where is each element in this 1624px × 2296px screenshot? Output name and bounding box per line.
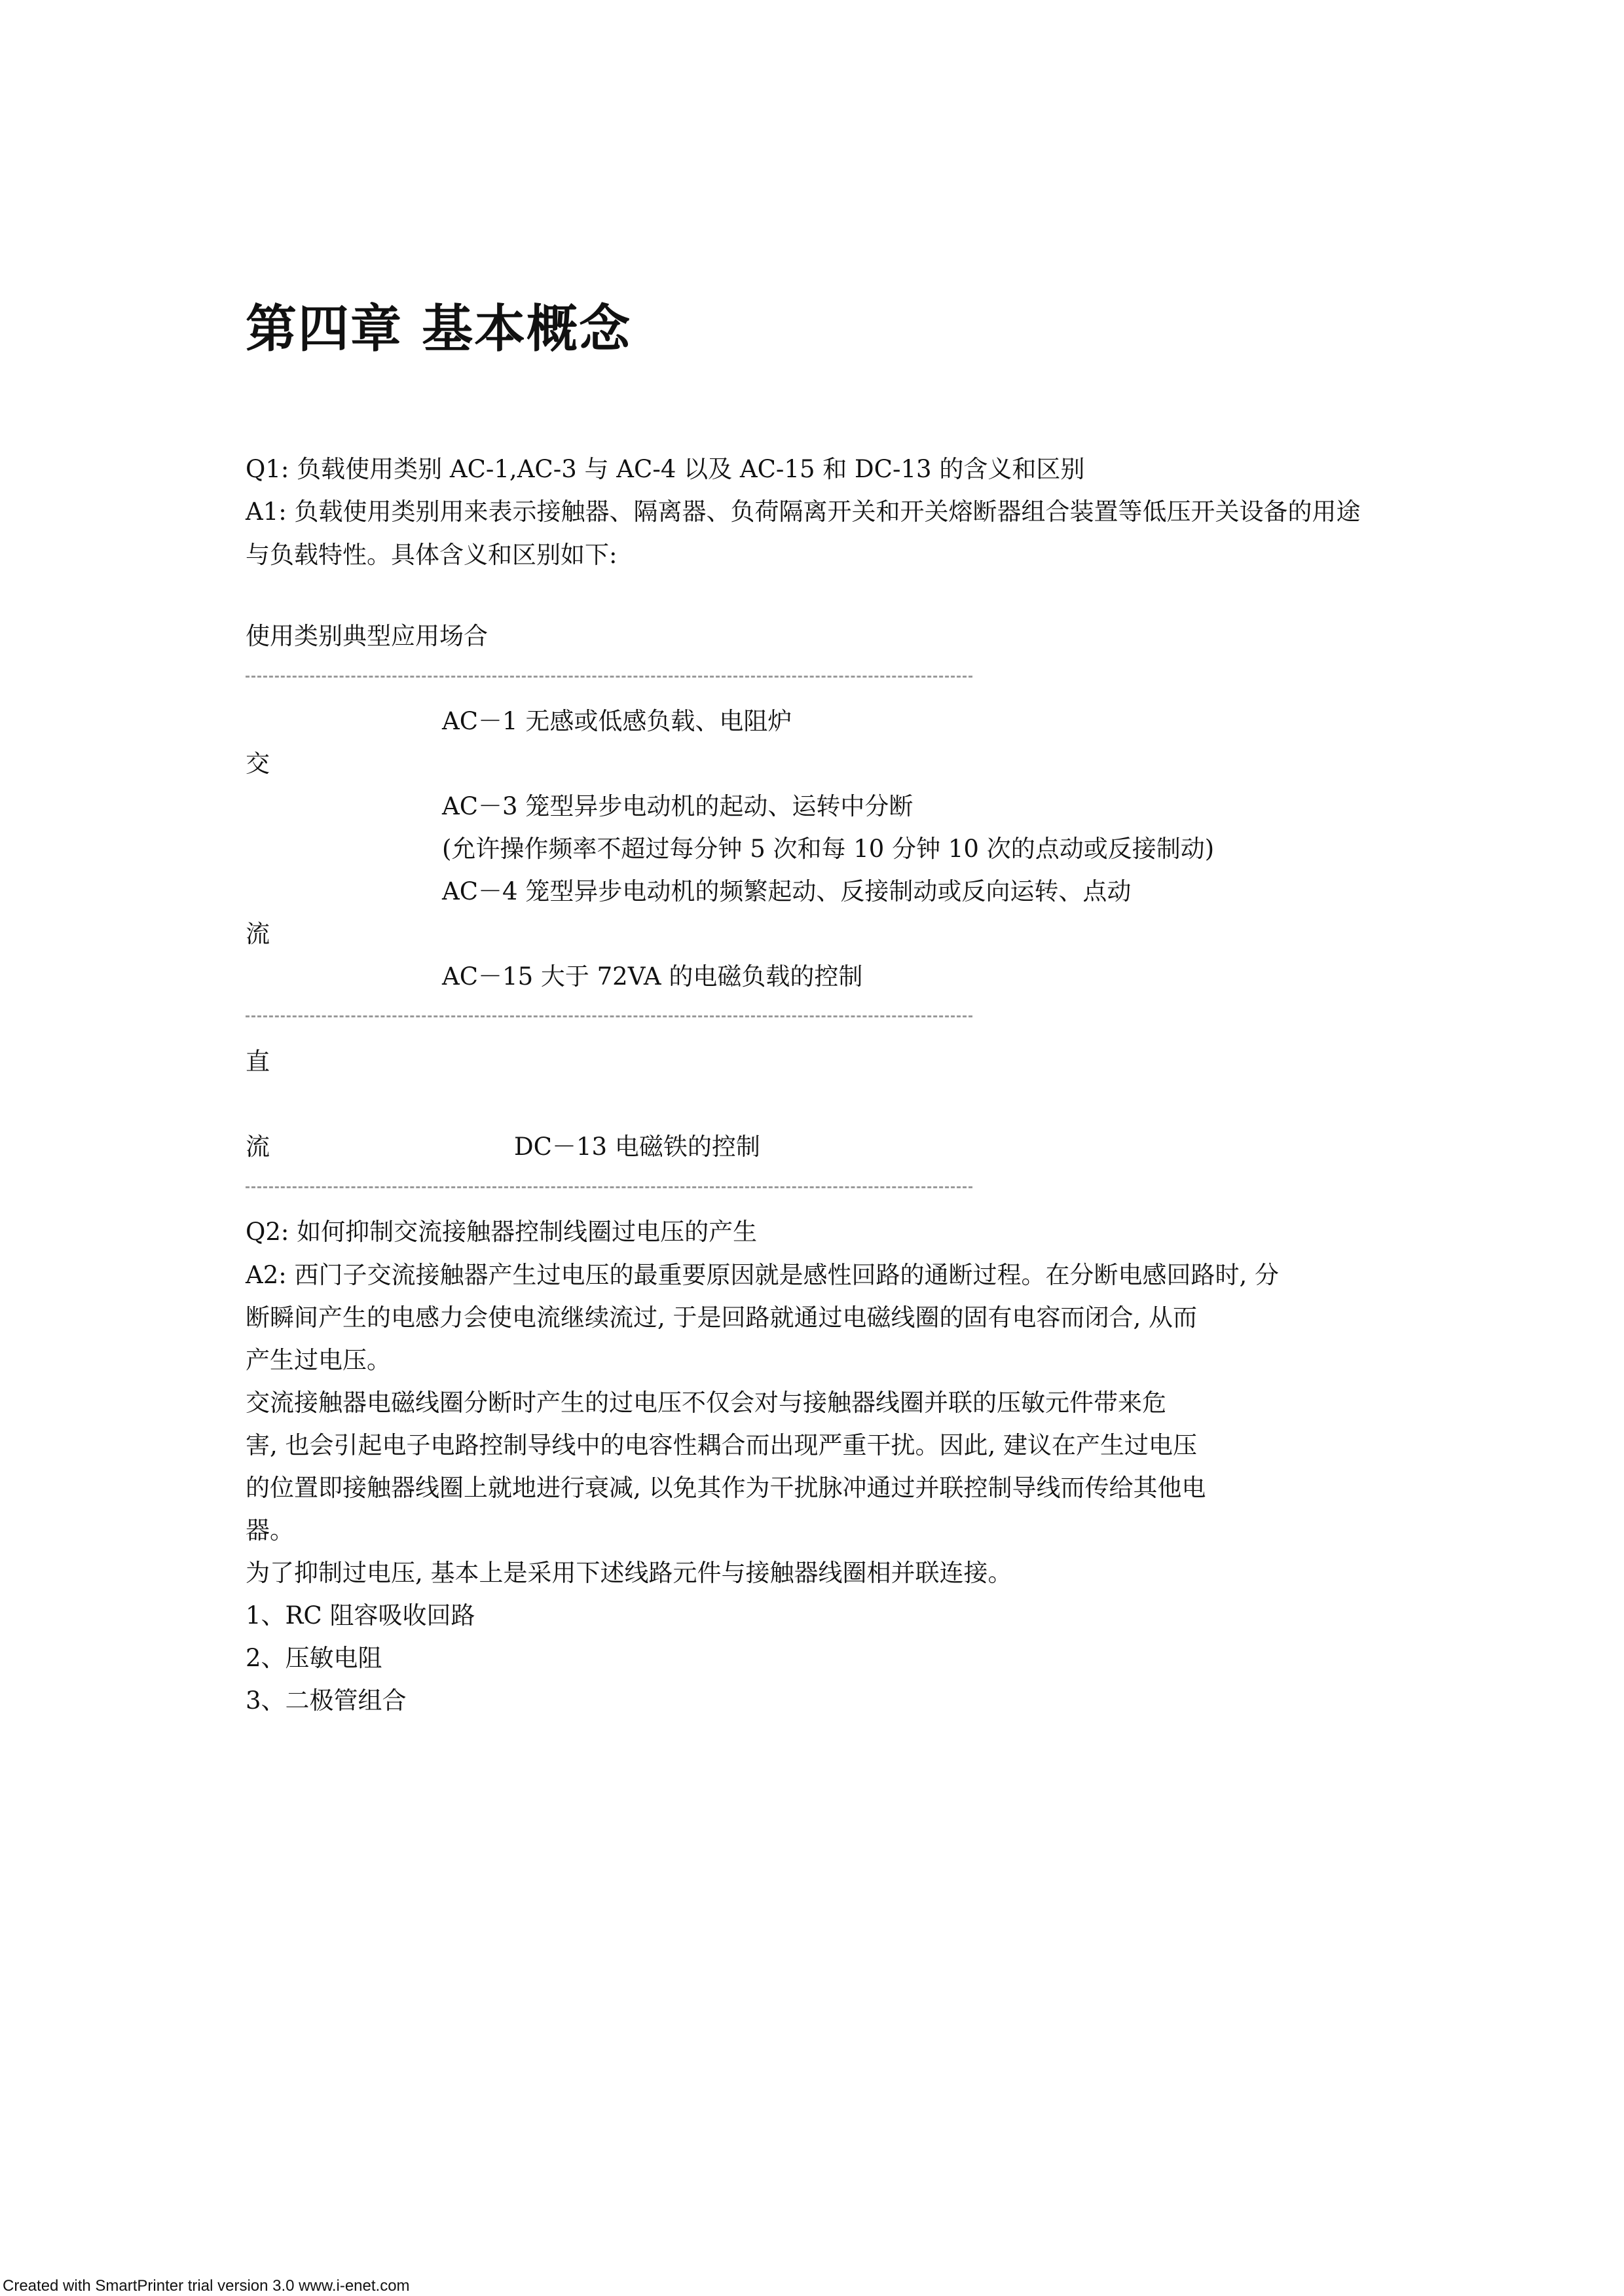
footer-watermark: Created with SmartPrinter trial version 3.0 www.i-enet.com <box>3 2277 410 2295</box>
list-item: 2、压敏电阻 <box>246 1644 382 1672</box>
q2-line: 的位置即接触器线圈上就地进行衰减, 以免其作为干扰脉冲通过并联控制导线而传给其他电 <box>246 1474 1206 1502</box>
label-ac-1: 交 <box>246 750 270 778</box>
q2-line: 产生过电压。 <box>246 1346 391 1374</box>
table-header: 使用类别典型应用场合 <box>246 622 488 650</box>
table-divider-middle <box>246 1015 972 1017</box>
row-ac4: AC－4 笼型异步电动机的频繁起动、反接制动或反向运转、点动 <box>442 877 1132 905</box>
row-ac1: AC－1 无感或低感负载、电阻炉 <box>442 707 792 735</box>
q2-question: Q2: 如何抑制交流接触器控制线圈过电压的产生 <box>246 1218 758 1246</box>
table-divider-top <box>246 676 972 678</box>
q2-line: A2: 西门子交流接触器产生过电压的最重要原因就是感性回路的通断过程。在分断电感回路时, 分 <box>246 1261 1280 1289</box>
label-ac-2: 流 <box>246 920 270 948</box>
q2-line: 断瞬间产生的电感力会使电流继续流过, 于是回路就通过电磁线圈的固有电容而闭合, 从而 <box>246 1303 1198 1332</box>
list-item: 3、二极管组合 <box>246 1686 407 1715</box>
row-ac15: AC－15 大于 72VA 的电磁负载的控制 <box>442 962 863 991</box>
label-dc-2: 流 <box>246 1133 270 1161</box>
chapter-title: 第四章 基本概念 <box>246 299 632 359</box>
q2-line: 害, 也会引起电子电路控制导线中的电容性耦合而出现严重干扰。因此, 建议在产生过电压 <box>246 1431 1198 1459</box>
row-ac3-note: (允许操作频率不超过每分钟 5 次和每 10 分钟 10 次的点动或反接制动) <box>442 835 1215 863</box>
q2-line: 为了抑制过电压, 基本上是采用下述线路元件与接触器线圈相并联连接。 <box>246 1559 1012 1587</box>
table-divider-bottom <box>246 1186 972 1188</box>
row-dc13: DC－13 电磁铁的控制 <box>514 1133 760 1161</box>
q1-question: Q1: 负载使用类别 AC-1,AC-3 与 AC-4 以及 AC-15 和 DC-13 的含义和区别 <box>246 455 1085 483</box>
q2-line: 交流接触器电磁线圈分断时产生的过电压不仅会对与接触器线圈并联的压敏元件带来危 <box>246 1389 1166 1417</box>
q1-answer-line-2: 与负载特性。具体含义和区别如下: <box>246 541 618 569</box>
label-dc-1: 直 <box>246 1048 270 1076</box>
q1-answer-line-1: A1: 负载使用类别用来表示接触器、隔离器、负荷隔离开关和开关熔断器组合装置等低压开关设备的用途 <box>246 498 1361 526</box>
list-item: 1、RC 阻容吸收回路 <box>246 1601 475 1630</box>
row-ac3: AC－3 笼型异步电动机的起动、运转中分断 <box>442 792 913 820</box>
q2-line: 器。 <box>246 1516 294 1544</box>
